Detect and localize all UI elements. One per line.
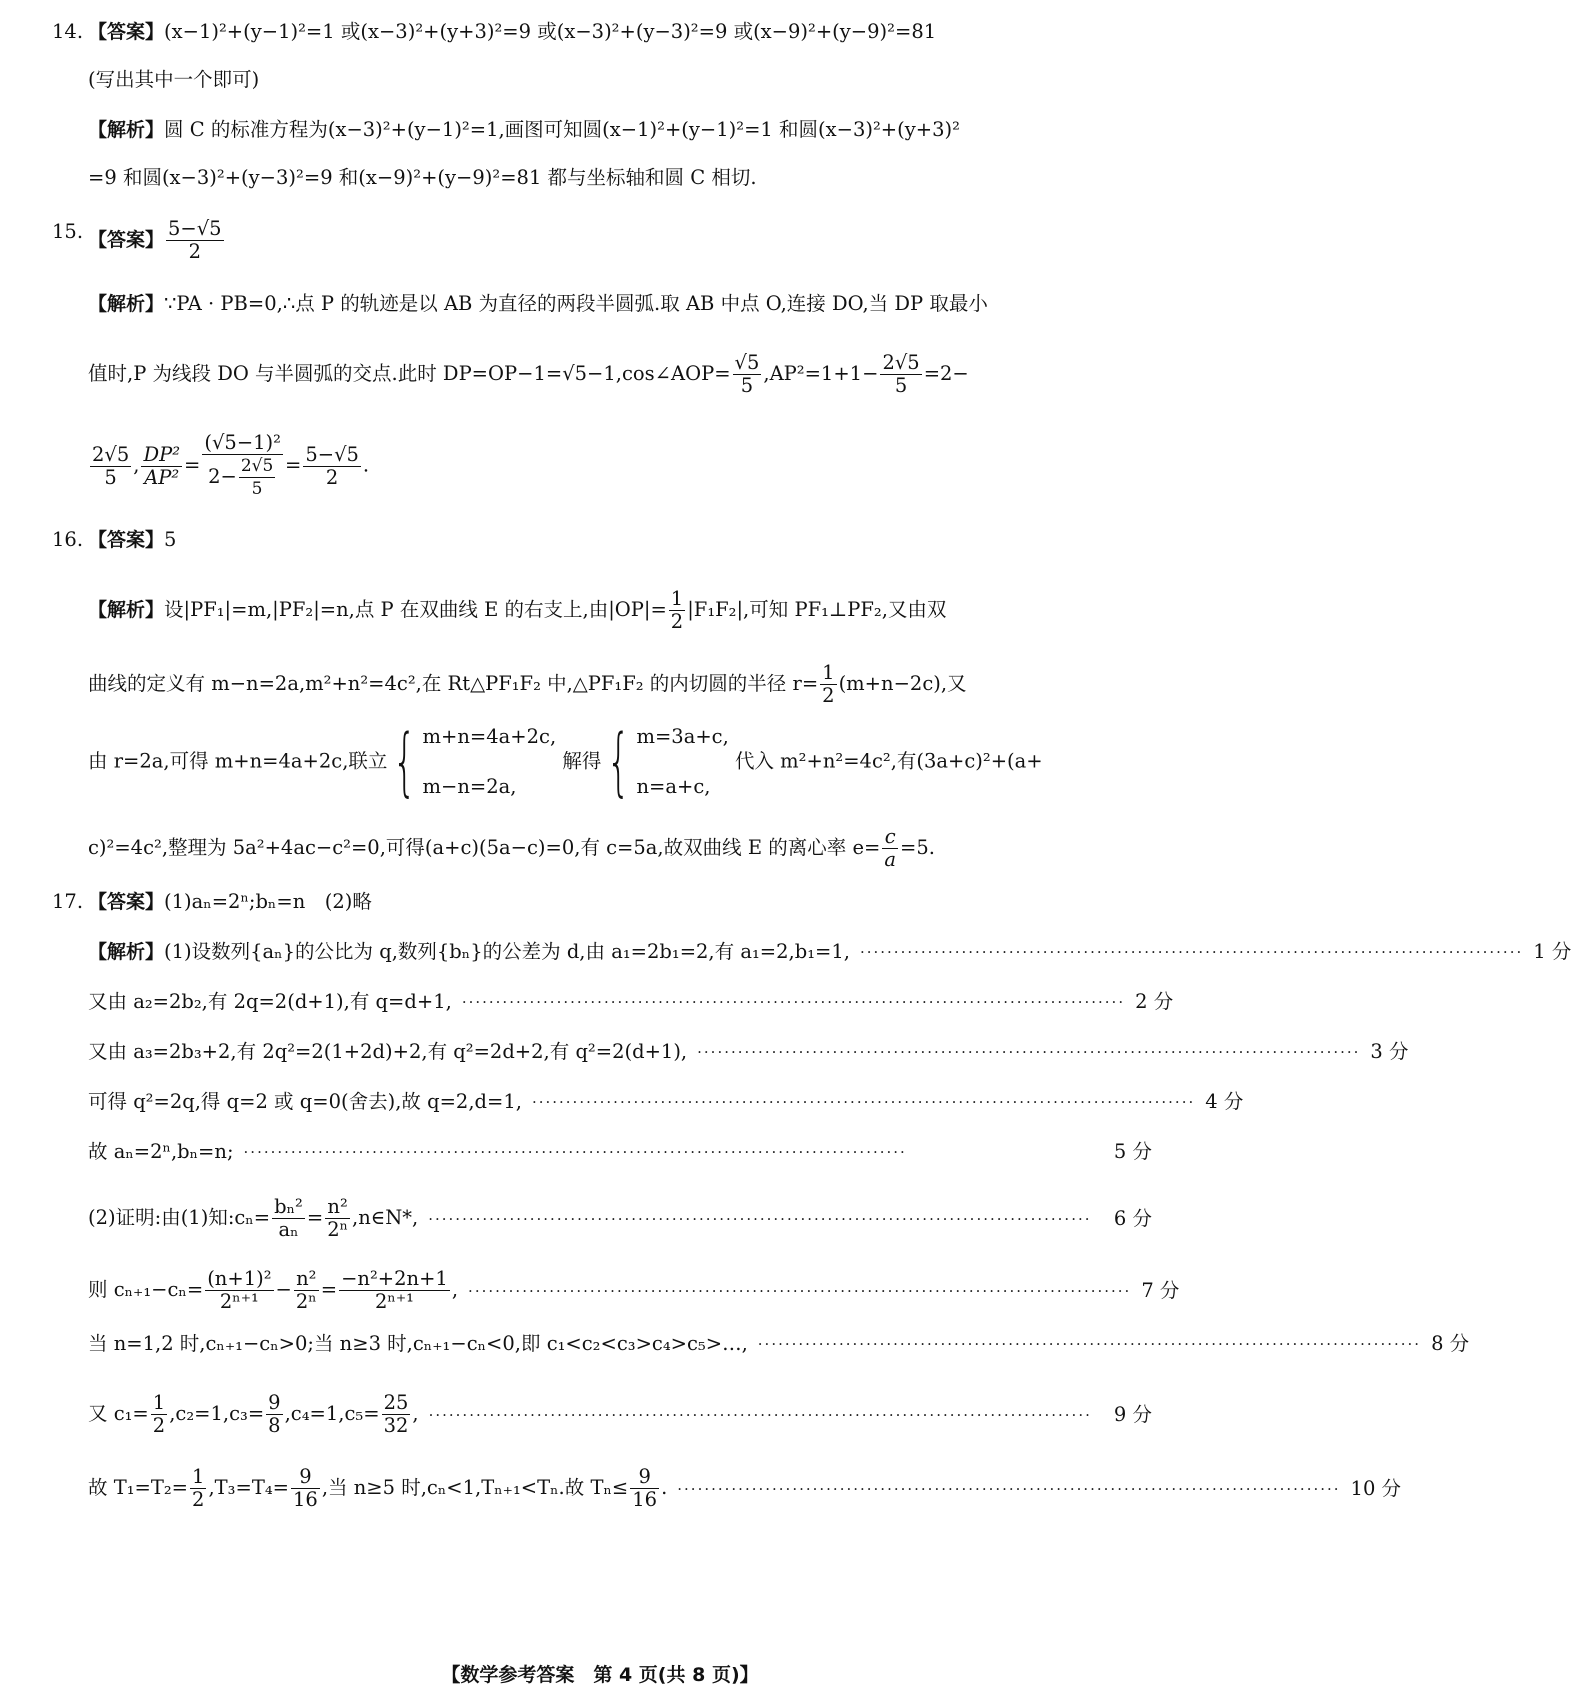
leader-dots: ··································································································: [859, 943, 1524, 961]
page-footer: 【数学参考答案 第 4 页(共 8 页)】: [441, 1664, 759, 1686]
q14-answer-line: [52, 18, 1152, 46]
system1-eq-top: m+n=4a+2c,: [422, 725, 557, 748]
fraction: $\frac{1}{2}$: [152, 1391, 166, 1437]
score: 1 分: [1533, 940, 1571, 963]
q16-answer: 5: [164, 528, 177, 551]
q15-number: 15.: [52, 220, 84, 243]
fraction: $\frac{\text{−n²+2n+1}}{\text{2ⁿ⁺¹}}$: [341, 1267, 448, 1313]
system1-eq-bottom: m−n=2a,: [422, 775, 517, 798]
step-text: ,c₂=1,c₃=: [169, 1402, 265, 1425]
step-text: ,当 n≥5 时,cₙ<1,Tₙ₊₁<Tₙ.故 Tₙ≤: [321, 1476, 629, 1499]
scoring-row: 故 T₁=T₂= $\frac{1}{2}$ ,T₃=T₄= $\frac{9}{16}$ ,当 n≥5 时,cₙ<1,Tₙ₊₁<Tₙ.故 Tₙ≤ $\frac{9}{16}$ . ·································································································· 10 分: [88, 1465, 1402, 1511]
leader-dots: ··································································································: [468, 1281, 1132, 1300]
step-text: 又 c₁=: [88, 1402, 149, 1425]
fraction: $\frac{25}{32}$: [383, 1391, 409, 1437]
fraction: $\frac{1}{2}$: [822, 661, 835, 707]
score: 8 分: [1431, 1332, 1470, 1355]
step-text: 则 cₙ₊₁−cₙ=: [88, 1278, 204, 1301]
step-text: (2)证明:由(1)知:cₙ=: [88, 1206, 271, 1229]
period: .: [362, 453, 370, 477]
q15-answer-line: [52, 217, 1152, 263]
fraction: $\frac{9}{16}$: [292, 1465, 318, 1511]
q15-text2c: =2−: [923, 362, 969, 385]
score: 6 分: [1113, 1206, 1152, 1230]
step-text: 又由 a₃=2b₃+2,有 2q²=2(1+2d)+2,有 q²=2d+2,有 q²=2(d+1),: [88, 1040, 688, 1063]
q16-number: 16.: [52, 528, 84, 551]
leader-dots: ··································································································: [677, 1479, 1341, 1498]
q16-text1: 设|PF₁|=m,|PF₂|=n,点 P 在双曲线 E 的右支上,由|OP|=: [164, 598, 667, 621]
scoring-row: 则 cₙ₊₁−cₙ= $\frac{\text{(n+1)²}}{\text{2ⁿ⁺¹}}$ − $\frac{\text{n²}}{\text{2ⁿ}}$ = $\frac{\text{−n²+2n+1}}{\text{2ⁿ⁺¹}}$ , ·································································································· 7 分: [88, 1267, 1180, 1313]
q14-analysis-line1: [88, 116, 1152, 144]
q14-analysis-line2: =9 和圆(x−3)²+(y−3)²=9 和(x−9)²+(y−9)²=81 都与坐标轴和圆 C 相切.: [88, 166, 757, 189]
q16-text4b: =5.: [899, 836, 935, 859]
score: 2 分: [1135, 990, 1174, 1013]
q14-answer-note: (写出其中一个即可): [88, 68, 260, 91]
scoring-row: 又 c₁= $\frac{1}{2}$ ,c₂=1,c₃= $\frac{9}{8}$ ,c₄=1,c₅= $\frac{25}{32}$ , ·································································································· 9 分: [88, 1391, 1152, 1437]
score: 9 分: [1113, 1402, 1152, 1426]
q16-answer-line: [52, 526, 1152, 554]
fraction: $\frac{√5}{5}$: [734, 351, 760, 397]
q17-answer: (1)aₙ=2ⁿ;bₙ=n (2)略: [164, 890, 372, 913]
q17-answer-line: [52, 888, 1152, 916]
step-text: ,c₄=1,c₅=: [284, 1402, 380, 1425]
fraction-numerator: 5−√5: [168, 217, 222, 240]
fraction: $\frac{2√5}{5}$: [92, 442, 130, 489]
q14-analysis-text1: 圆 C 的标准方程为(x−3)²+(y−1)²=1,画图可知圆(x−1)²+(y−1)²=1 和圆(x−3)²+(y+3)²: [164, 118, 960, 141]
scoring-row: [88, 1138, 1152, 1166]
answer-tag: 【答案】: [88, 21, 165, 43]
step-text: 又由 a₂=2b₂,有 2q=2(d+1),有 q=d+1,: [88, 990, 452, 1013]
q15-analysis-text1: ∵PA · PB=0,∴点 P 的轨迹是以 AB 为直径的两段半圆弧.取 AB 中点 O,连接 DO,当 DP 取最小: [164, 292, 988, 315]
fraction: $\frac{\text{n²}}{\text{2ⁿ}}$: [295, 1267, 317, 1313]
q16-text3b: 解得: [562, 749, 602, 773]
step-text: 当 n=1,2 时,cₙ₊₁−cₙ>0;当 n≥3 时,cₙ₊₁−cₙ<0,即 c₁<c₂<c₃>c₄>c₅>…,: [88, 1332, 748, 1355]
q15-text2b: ,AP²=1+1−: [763, 362, 879, 385]
score: 5 分: [1113, 1140, 1152, 1163]
left-brace: {: [393, 719, 417, 805]
score: 10 分: [1350, 1476, 1402, 1500]
scoring-row: [88, 988, 1174, 1016]
fraction: $\frac{1}{2}$: [670, 587, 684, 633]
q16-text2: 曲线的定义有 m−n=2a,m²+n²=4c²,在 Rt△PF₁F₂ 中,△PF₁F₂ 的内切圆的半径 r=: [88, 672, 819, 695]
leader-dots: ··································································································: [428, 1209, 1092, 1228]
fraction: $\frac{2√5}{5}$: [882, 351, 920, 397]
step-text: 可得 q²=2q,得 q=2 或 q=0(舍去),故 q=2,d=1,: [88, 1090, 522, 1113]
answer-tag: 【答案】: [88, 229, 165, 251]
analysis-tag: 【解析】: [88, 119, 165, 141]
system2-eq-bottom: n=a+c,: [636, 775, 711, 798]
analysis-tag: 【解析】: [88, 941, 165, 963]
fraction: $\frac{\text{DP²}}{\text{AP²}}$: [143, 442, 181, 489]
score: 3 分: [1370, 1040, 1409, 1063]
q15-analysis-line3: $\frac{2√5}{5}$ , $\frac{\text{DP²}}{\text{AP²}}$ = (√5−1)² 2− $\frac{2√5}{5}$ = $\frac{5-√5}{2}$ .: [92, 431, 370, 499]
answer-tag: 【答案】: [88, 891, 165, 913]
step-text: 故 aₙ=2ⁿ,bₙ=n;: [88, 1140, 234, 1163]
leader-dots: ··································································································: [531, 1093, 1196, 1111]
q16-text1b: |F₁F₂|,可知 PF₁⊥PF₂,又由双: [687, 598, 947, 621]
fraction: $\frac{9}{8}$: [268, 1391, 281, 1437]
fraction: $\frac{\text{n²}}{\text{2ⁿ}}$: [327, 1195, 349, 1241]
q16-text4: c)²=4c²,整理为 5a²+4ac−c²=0,可得(a+c)(5a−c)=0,有 c=5a,故双曲线 E 的离心率 e=: [88, 836, 881, 859]
fraction: $\frac{\text{bₙ²}}{\text{aₙ}}$: [274, 1195, 303, 1241]
score: 4 分: [1205, 1090, 1244, 1113]
step-text: ,T₃=T₄=: [208, 1476, 289, 1499]
scoring-row: [88, 1088, 1244, 1116]
analysis-tag: 【解析】: [88, 599, 165, 621]
step-text: 故 T₁=T₂=: [88, 1476, 189, 1499]
q14-answer: (x−1)²+(y−1)²=1 或(x−3)²+(y+3)²=9 或(x−3)²+(y−3)²=9 或(x−9)²+(y−9)²=81: [164, 20, 937, 43]
q15-analysis-line1: [88, 290, 1152, 318]
equation-system-2: [636, 712, 728, 812]
fraction: (√5−1)² 2− $\frac{2√5}{5}$: [204, 431, 281, 499]
system2-eq-top: m=3a+c,: [636, 725, 729, 748]
scoring-row: [88, 1330, 1470, 1358]
q14-number: 14.: [52, 20, 84, 43]
step-text: (1)设数列{aₙ}的公比为 q,数列{bₙ}的公差为 d,由 a₁=2b₁=2,有 a₁=2,b₁=1,: [164, 940, 850, 963]
answer-tag: 【答案】: [88, 529, 165, 551]
scoring-row: (2)证明:由(1)知:cₙ= $\frac{\text{bₙ²}}{\text{aₙ}}$ = $\frac{\text{n²}}{\text{2ⁿ}}$ ,n∈N*, ·································································································· 6 分: [88, 1195, 1152, 1241]
q15-text2a: 值时,P 为线段 DO 与半圆弧的交点.此时 DP=OP−1=√5−1,cos∠AOP=: [88, 362, 731, 385]
q16-text3c: 代入 m²+n²=4c²,有(3a+c)²+(a+: [734, 749, 1043, 773]
equation-system-1: [423, 712, 557, 812]
leader-dots: ··································································································: [243, 1143, 907, 1161]
fraction: $\frac{1}{2}$: [192, 1465, 205, 1511]
q17-number: 17.: [52, 890, 84, 913]
q16-text2b: (m+n−2c),又: [838, 672, 967, 695]
leader-dots: ··································································································: [697, 1043, 1361, 1061]
score: 7 分: [1141, 1278, 1180, 1302]
q15-analysis-line2: [88, 352, 1152, 397]
fraction-denominator: 2: [188, 240, 202, 263]
fraction: $\frac{5-√5}{2}$: [305, 442, 359, 489]
step-text: ,n∈N*,: [352, 1206, 419, 1229]
q16-text3a: 由 r=2a,可得 m+n=4a+2c,联立: [88, 749, 388, 773]
q16-analysis-line2: [88, 662, 1152, 707]
scoring-row: [88, 938, 1571, 966]
scoring-row: [88, 1038, 1409, 1066]
left-brace: {: [607, 719, 631, 805]
q16-analysis-line1: [88, 588, 1152, 633]
fraction: $\frac{c}{a}$: [884, 825, 896, 871]
leader-dots: ··································································································: [757, 1335, 1422, 1353]
leader-dots: ··································································································: [428, 1405, 1092, 1424]
q16-analysis-line3: [88, 712, 1152, 812]
fraction: $\frac{\text{(n+1)²}}{\text{2ⁿ⁺¹}}$: [207, 1267, 272, 1313]
fraction: $\frac{9}{16}$: [632, 1465, 658, 1511]
analysis-tag: 【解析】: [88, 293, 165, 315]
leader-dots: ··································································································: [461, 993, 1126, 1011]
q16-analysis-line4: [88, 826, 1152, 871]
q15-answer-fraction: [166, 218, 224, 263]
